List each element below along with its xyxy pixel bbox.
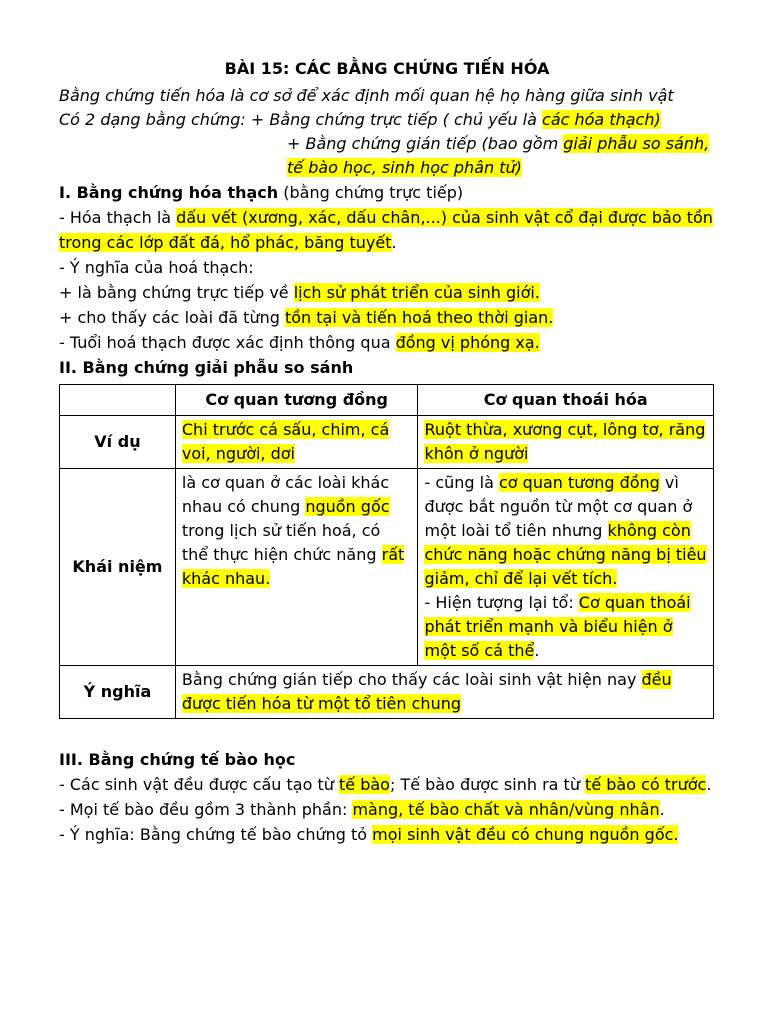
types-line1-highlight: các hóa thạch) [542,110,661,129]
evidence-types-line2 [59,132,715,180]
concept-homologous-text1: là cơ quan ở các loài khác nhau có chung [181,473,390,516]
document-page [59,58,715,847]
header-homologous: Cơ quan tương đồng [175,385,418,416]
example-vestigial-cell [418,416,714,469]
table-row [60,416,714,469]
page-title: BÀI 15: CÁC BẰNG CHỨNG TIẾN HÓA [224,59,550,78]
section1-heading-note: (bằng chứng trực tiếp) [278,183,464,202]
meaning-cell [175,666,713,719]
cell-theory-3 [59,822,715,847]
meaning-text: Bằng chứng gián tiếp cho thấy các loài sinh vật hiện nay [181,670,642,689]
concept-vestigial-text2: vì được bắt nguồn từ một cơ quan ở một loài tổ tiên nhưng [424,473,693,540]
concept-homologous-cell [175,469,418,666]
section1-heading-line [59,180,715,205]
section1-heading: I. Bằng chứng hóa thạch [59,183,279,202]
example-vestigial: Ruột thừa, xương cụt, lông tơ, răng khôn ở người [424,420,706,463]
fossil-meaning-2-highlight: tồn tại và tiến hoá theo thời gian. [284,308,554,327]
cell-theory-1-highlight1: tế bào [338,775,390,794]
fossil-definition [59,205,715,255]
spacer [59,719,715,747]
fossil-definition-text: - Hóa thạch là [59,208,177,227]
cell-theory-3-text: - Ý nghĩa: Bằng chứng tế bào chứng tỏ [59,825,373,844]
section2-heading: II. Bằng chứng giải phẫu so sánh [59,358,354,377]
header-vestigial: Cơ quan thoái hóa [418,385,714,416]
example-homologous-cell [175,416,418,469]
meaning-highlight: đều được tiến hóa từ một tổ tiên chung [181,670,672,713]
concept-vestigial-highlight2: không còn chức năng hoặc chứng năng bị tiêu giảm, chỉ để lại vết tích. [424,521,707,588]
fossil-meaning-1 [59,280,715,305]
fossil-meaning-1-highlight: lịch sử phát triển của sinh giới. [293,283,540,302]
cell-theory-2 [59,797,715,822]
fossil-age-highlight: đồng vị phóng xạ. [395,333,540,352]
comparison-table [59,384,714,719]
evidence-types-line1 [59,108,715,132]
table-corner-cell [60,385,176,416]
concept-homologous-highlight2: rất khác nhau. [181,545,405,588]
types-line1-text: Có 2 dạng bằng chứng: + Bằng chứng trực tiếp ( chủ yếu là [59,110,543,129]
concept-vestigial-text3: - Hiện tượng lại tổ: [424,593,579,612]
cell-theory-2-end: . [659,800,665,819]
table-header-row [60,385,714,416]
fossil-age-text: - Tuổi hoá thạch được xác định thông qua [59,333,396,352]
row-label-meaning: Ý nghĩa [60,666,176,719]
example-homologous: Chi trước cá sấu, chim, cá voi, người, dơi [181,420,390,463]
concept-vestigial-highlight3: Cơ quan thoái phát triển mạnh và biểu hiện ở một số cá thể [424,593,691,660]
intro-text: Bằng chứng tiến hóa là cơ sở để xác định mối quan hệ họ hàng giữa sinh vật [59,86,674,105]
fossil-meaning-title: - Ý nghĩa của hoá thạch: [59,258,254,277]
fossil-meaning-1-text: + là bằng chứng trực tiếp về [59,283,294,302]
concept-vestigial-cell [418,469,714,666]
cell-theory-3-highlight: mọi sinh vật đều có chung nguồn gốc. [372,825,679,844]
cell-theory-2-text: - Mọi tế bào đều gồm 3 thành phần: [59,800,353,819]
concept-vestigial-text4: . [534,641,540,660]
table-row [60,469,714,666]
types-line2-highlight: giải phẫu so sánh, tế bào học, sinh học phân tử) [287,134,710,177]
fossil-meaning-2 [59,305,715,330]
cell-theory-1-highlight2: tế bào có trước [585,775,707,794]
fossil-meaning-2-text: + cho thấy các loài đã từng [59,308,285,327]
concept-homologous-highlight1: nguồn gốc [305,497,390,516]
fossil-definition-highlight: dấu vết (xương, xác, dấu chân,...) của sinh vật cổ đại được bảo tồn trong các lớp đất đá, hổ phác, băng tuyết [59,208,713,252]
cell-theory-1-text: - Các sinh vật đều được cấu tạo từ [59,775,339,794]
table-row [60,666,714,719]
row-label-example: Ví dụ [60,416,176,469]
cell-theory-1-end: . [706,775,712,794]
types-line2-text: + Bằng chứng gián tiếp (bao gồm [287,134,564,153]
row-label-concept: Khái niệm [60,469,176,666]
section3-heading: III. Bằng chứng tế bào học [59,750,296,769]
cell-theory-2-highlight: màng, tế bào chất và nhân/vùng nhân [352,800,660,819]
concept-vestigial-highlight1: cơ quan tương đồng [499,473,660,492]
fossil-definition-end: . [391,233,397,252]
concept-vestigial-text1: - cũng là [424,473,499,492]
cell-theory-1 [59,772,715,797]
concept-homologous-text2: trong lịch sử tiến hoá, có thể thực hiện chức năng [181,521,382,564]
cell-theory-1-mid: ; Tế bào được sinh ra từ [389,775,586,794]
fossil-age [59,330,715,355]
